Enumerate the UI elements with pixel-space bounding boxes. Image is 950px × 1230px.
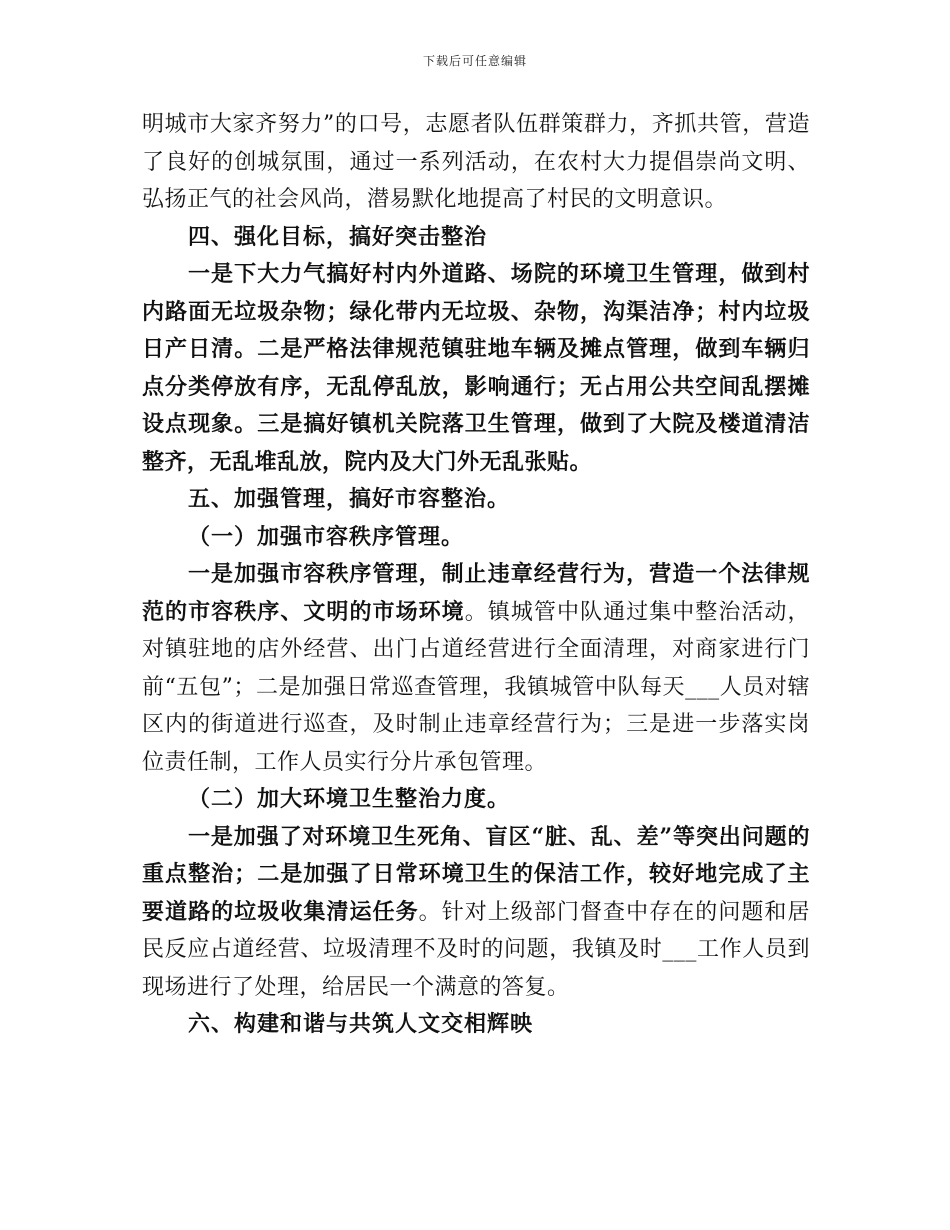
paragraph-continuation: 明城市大家齐努力”的口号，志愿者队伍群策群力，齐抓共管，营造了良好的创城氛围，通过一系列活动，在农村大力提倡崇尚文明、弘扬正气的社会风尚，潜易默化地提高了村民的文明意识。 [142,112,810,212]
document-body [142,106,810,1044]
subsection-heading-5-1: （一）加强市容秩序管理。 [188,523,465,550]
paragraph-body-text: 。镇城管中队通过集中整治活动，对镇驻地的店外经营、出门占道经营进行全面清理，对商家进行门前“五包”；二是加强日常巡查管理，我镇城管中队每天___人员对辖区内的街道进行巡查，及时制止违章经营行为；三是进一步落实岗位责任制，工作人员实行分片承包管理。 [142,599,810,775]
section-heading-4: 四、强化目标，搞好突击整治 [188,223,488,250]
section-heading-5: 五、加强管理，搞好市容整治。 [188,486,511,512]
paragraph-bold-lead: 一是加强了对环境卫生死角、盲区“脏、乱、差”等突出问题的重点整治；二是加强了日常环境卫生的保洁工作，较好地完成了主要道路的垃圾收集清运任务 [142,823,810,925]
section-heading-6: 六、构建和谐与共筑人文交相辉映 [188,1011,534,1037]
subsection-heading-5-2: （二）加大环境卫生整治力度。 [188,786,511,812]
paragraph-section-4: 一是下大力气搞好村内外道路、场院的环境卫生管理，做到村内路面无垃圾杂物；绿化带内无垃圾、杂物，沟渠洁净；村内垃圾日产日清。二是严格法律规范镇驻地车辆及摊点管理，做到车辆归点分类停放有序，无乱停乱放，影响通行；无占用公共空间乱摆摊设点现象。三是搞好镇机关院落卫生管理，做到了大院及楼道清洁整齐，无乱堆乱放，院内及大门外无乱张贴。 [142,261,810,475]
paragraph-body-text: 。针对上级部门督查中存在的问题和居民反应占道经营、垃圾清理不及时的问题，我镇及时___工作人员到现场进行了处理，给居民一个满意的答复。 [142,899,810,1000]
paragraph-section-5-2 [142,819,810,1007]
paragraph-section-5-1 [142,556,810,781]
paragraph-bold-lead: 一是加强市容秩序管理，制止违章经营行为，营造一个法律规范的市容秩序、文明的市场环境 [142,561,810,625]
page-header: 下载后可任意编辑 [422,54,527,68]
